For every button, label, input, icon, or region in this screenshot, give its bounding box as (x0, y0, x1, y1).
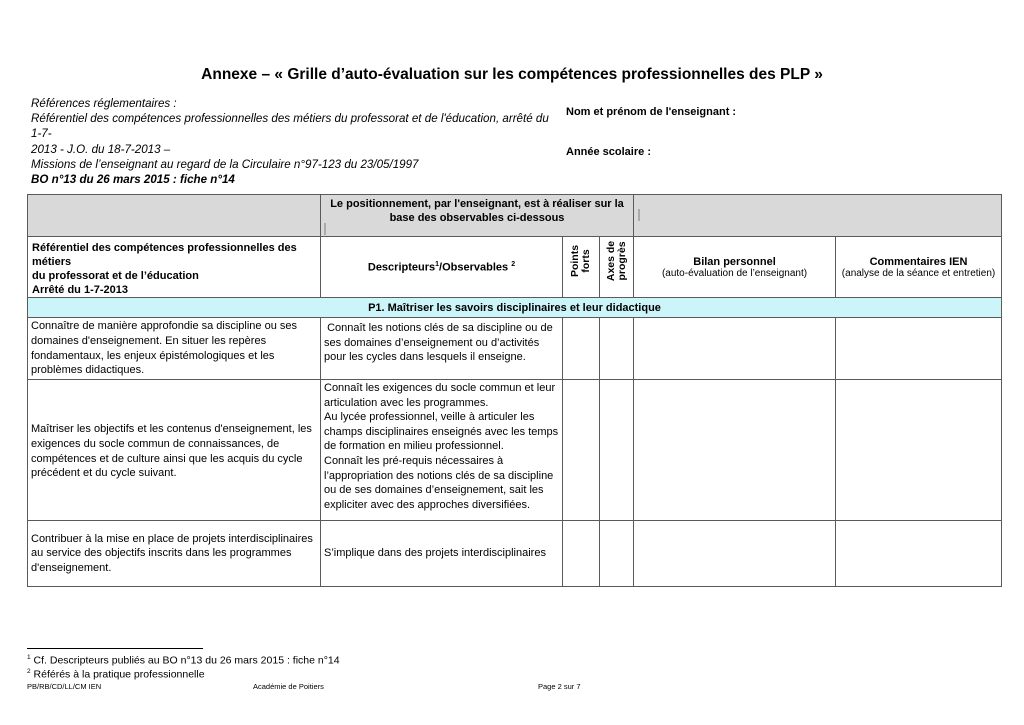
footer-page-number: Page 2 sur 7 (538, 682, 581, 691)
bilan-cell[interactable] (634, 380, 836, 521)
commentaires-header (836, 237, 1002, 298)
points-forts-cell[interactable] (563, 380, 600, 521)
footer-academy: Académie de Poitiers (253, 682, 324, 691)
competence-text: Connaître de manière approfondie sa discipline ou ses domaines d'enseignement. En situer les repères fondamentaux, les enjeux épistémologiques et les problèmes didactiques. (31, 320, 297, 377)
bilan-header (634, 237, 836, 298)
table-row-descripteur (321, 380, 563, 521)
section-p1: P1. Maîtriser les savoirs disciplinaires et leur didactique (28, 298, 1002, 318)
referentiel-header-line: du professorat et de l’éducation (32, 270, 199, 282)
descripteurs-header (321, 237, 563, 298)
table-row-competence (28, 380, 321, 521)
descripteur-text: Connaît les exigences du socle commun et leur articulation avec les programmes. Au lycée professionnel, veille à articuler les champs disciplinaires enseignés avec les temps de formation en milieu professionnel. Connaît les pré-requis nécessaires à l’appropriation des notions clés de sa discipline ou de ses domaines d’enseignement, sait les expliciter avec des approches diversifiées. (324, 382, 559, 511)
table-row-competence (28, 318, 321, 380)
page-title: Annexe – « Grille d’auto-évaluation sur les compétences professionnelles des PLP » (201, 66, 823, 83)
footnote-number: 1 (27, 654, 31, 661)
text-cursor-mark (638, 209, 640, 221)
footnote-text: Cf. Descripteurs publiés au BO n°13 du 26 mars 2015 : fiche n°14 (30, 654, 340, 667)
commentaires-subtitle: (analyse de la séance et entretien) (841, 267, 996, 279)
referentiel-header-line: Référentiel des compétences professionnelles des métiers (32, 242, 297, 268)
axes-progres-cell[interactable] (600, 318, 634, 380)
references-line: Référentiel des compétences professionnelles des métiers du professorat et de l'éducation, arrêté du 1-7- (31, 112, 549, 141)
evaluation-grid (27, 194, 1002, 587)
footnote-ref-1: 1 (435, 260, 440, 268)
descripteur-text: Connaît les notions clés de sa discipline ou de ses domaines d’enseignement ou d’activités pour les cycles dans lesquels il enseigne. (324, 322, 556, 364)
teacher-name-label: Nom et prénom de l'enseignant : (566, 106, 737, 118)
commentaires-cell[interactable] (836, 318, 1002, 380)
footnote-text: Référés à la pratique professionnelle (30, 668, 205, 681)
footnote-separator (27, 648, 203, 649)
bilan-subtitle: (auto-évaluation de l’enseignant) (661, 267, 808, 279)
table-row-descripteur (321, 521, 563, 587)
references-line: 2013 - J.O. du 18-7-2013 – (31, 142, 171, 156)
positioning-note-text: Le positionnement, par l'enseignant, est à réaliser sur la base des observables ci-dessous (330, 198, 624, 224)
references-heading: Références réglementaires : (31, 97, 177, 110)
text-cursor-mark (324, 223, 326, 235)
references-block (31, 96, 561, 187)
footnote-number: 2 (27, 668, 31, 675)
points-forts-line: forts (580, 249, 592, 273)
header-empty-left (28, 195, 321, 237)
competence-text: Contribuer à la mise en place de projets interdisciplinaires au service des objectifs inscrits dans les programmes d'enseignement. (31, 532, 313, 574)
bilan-cell[interactable] (634, 521, 836, 587)
commentaires-cell[interactable] (836, 521, 1002, 587)
axes-progres-line: Axes de (604, 240, 617, 282)
positioning-note (321, 195, 634, 237)
commentaires-title: Commentaires IEN (869, 255, 968, 268)
bilan-cell[interactable] (634, 318, 836, 380)
points-forts-cell[interactable] (563, 521, 600, 587)
commentaires-cell[interactable] (836, 380, 1002, 521)
footnote-ref-2: 2 (511, 260, 516, 268)
axes-progres-cell[interactable] (600, 380, 634, 521)
competence-text: Maîtriser les objectifs et les contenus d'enseignement, les exigences du socle commun de connaissances, de compétences et de culture ainsi que les acquis du cycle précédent et du cycle suivant. (31, 423, 312, 480)
table-row-descripteur (321, 318, 563, 380)
referentiel-header (28, 237, 321, 298)
bilan-title: Bilan personnel (693, 255, 776, 268)
descripteur-text: S’implique dans des projets interdisciplinaires (324, 547, 546, 560)
table-row-competence (28, 521, 321, 587)
footnote-1 (27, 654, 340, 667)
axes-progres-line: progrès (615, 241, 628, 281)
header-empty-right (634, 195, 1002, 237)
axes-progres-cell[interactable] (600, 521, 634, 587)
referentiel-header-date: Arrêté du 1-7-2013 (32, 284, 128, 296)
points-forts-line: Points (569, 244, 581, 278)
axes-progres-header (600, 237, 634, 298)
references-bo: BO n°13 du 26 mars 2015 : fiche n°14 (31, 173, 235, 187)
footnote-2 (27, 668, 205, 681)
descripteurs-label: Descripteurs (367, 261, 436, 274)
school-year-label: Année scolaire : (566, 146, 651, 158)
references-line: Missions de l’enseignant au regard de la Circulaire n°97-123 du 23/05/1997 (31, 157, 419, 171)
observables-label: /Observables (439, 261, 509, 274)
footer-authors: PB/RB/CD/LL/CM IEN (27, 682, 102, 691)
points-forts-header (563, 237, 600, 298)
points-forts-cell[interactable] (563, 318, 600, 380)
